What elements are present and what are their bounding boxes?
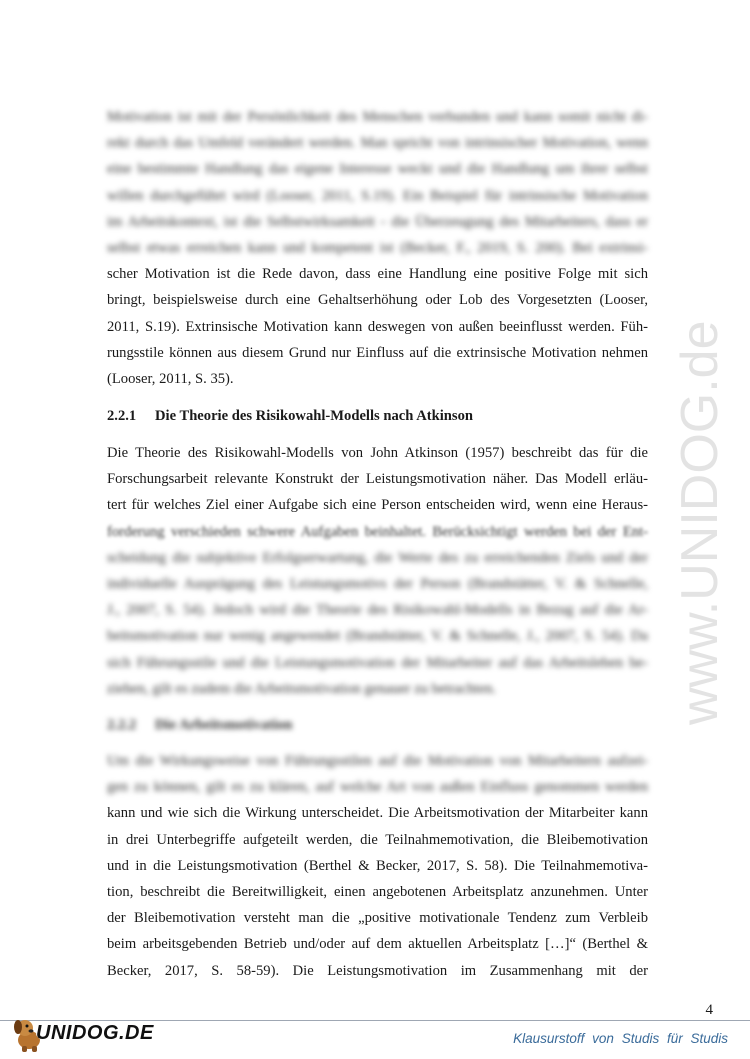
section-number: 2.2.2 xyxy=(107,717,137,733)
text-line: der Bleibemotivation versteht man die „positive motivationale Tendenz zum Verbleib xyxy=(107,910,648,927)
text-line: ziehen, gilt es zudem die Arbeitsmotivation genauer zu betrachten. xyxy=(107,680,497,697)
text-line: (Looser, 2011, S. 35). xyxy=(107,370,234,387)
footer-slogan: Klausurstoff von Studis für Studis xyxy=(513,1031,728,1046)
text-line: bringt, beispielsweise durch eine Gehaltserhöhung oder Lob des Vorgesetzten (Looser, xyxy=(107,292,648,309)
watermark-graphic xyxy=(655,270,745,730)
paragraph-intro-motivation xyxy=(107,104,648,392)
text-line: rekt durch das Umfeld verändert werden. Man spricht von intrinsischer Motivation, wenn xyxy=(107,135,648,152)
text-line: Becker, 2017, S. 58-59). Die Leistungsmotivation im Zusammenhang mit der xyxy=(107,962,648,979)
text-line: sich Führungsstile und die Leistungsmotivation der Mitarbeiter auf das Arbeitsleben be- xyxy=(107,654,648,671)
text-line: im Arbeitskontext, ist die Selbstwirksamkeit - die Überzeugung des Mitarbeiters, dass er xyxy=(107,213,648,230)
text-line: Motivation ist mit der Persönlichkeit des Menschen verbunden und kann somit nicht di- xyxy=(107,109,648,125)
watermark-text: www.UNIDOG.de xyxy=(671,320,729,725)
text-line: kann und wie sich die Wirkung unterscheidet. Die Arbeitsmotivation der Mitarbeiter kann xyxy=(107,805,648,822)
text-line: scher Motivation ist die Rede davon, dass eine Handlung eine positive Folge mit sich xyxy=(107,266,648,283)
watermark xyxy=(655,270,745,730)
text-line: selbst etwas erreichen kann und kompetent ist (Becker, F., 2019, S. 200). Bei extrinsi- xyxy=(107,239,648,256)
text-line: scheidung die subjektive Erfolgserwartung, die Werte des zu erreichenden Ziels und der xyxy=(107,549,648,566)
paragraph-risikowahl xyxy=(107,440,648,702)
text-line: J., 2007, S. 54). Jedoch wird die Theorie des Risikowahl-Modells in Bezug auf die Ar- xyxy=(107,602,648,619)
section-heading-2-2-2 xyxy=(107,717,292,734)
text-line: beitsmotivation nur wenig angewendet (Brandstätter, V. & Schnelle, J., 2007, S. 54). Da xyxy=(107,628,648,645)
text-line: willen durchgeführt wird (Looser, 2011, S.19). Ein Beispiel für intrinsische Motivation xyxy=(107,187,648,204)
text-line: beim arbeitsgebenden Betrieb und/oder auf dem aktuellen Arbeitsplatz […]“ (Berthel & xyxy=(107,936,648,953)
text-line: rungsstile können aus diesem Grund nur Einfluss auf die extrinsische Motivation nehmen xyxy=(107,344,648,361)
section-heading-2-2-1 xyxy=(107,408,473,425)
section-title: Die Theorie des Risikowahl-Modells nach Atkinson xyxy=(155,408,473,424)
text-line: Um die Wirkungsweise von Führungsstilen auf die Motivation von Mitarbeitern aufzei- xyxy=(107,753,648,769)
text-line: und in die Leistungsmotivation (Berthel & Becker, 2017, S. 58). Die Teilnahmemotiva- xyxy=(107,857,648,874)
text-line: tion, beschreibt die Bereitwilligkeit, einen angebotenen Arbeitsplatz anzunehmen. Unter xyxy=(107,883,648,900)
section-title: Die Arbeitsmotivation xyxy=(155,717,293,733)
text-line: Forschungsarbeit relevante Konstrukt der Leistungsmotivation näher. Das Modell erläu- xyxy=(107,471,648,488)
text-line: 2011, S.19). Extrinsische Motivation kann deswegen von außen beeinflusst werden. Füh- xyxy=(107,318,648,335)
text-line: in drei Unterbegriffe aufgeteilt werden, die Teilnahmemotivation, die Bleibemotivation xyxy=(107,831,648,848)
page-number: 4 xyxy=(705,1002,713,1018)
text-line: forderung verschieden schwere Aufgaben beinhaltet. Berücksichtigt werden bei der Ent- xyxy=(107,523,648,540)
text-line: individuelle Ausprägung des Leistungsmotivs der Person (Brandstätter, V. & Schnelle, xyxy=(107,575,648,592)
text-line: eine bestimmte Handlung das eigene Interesse weckt und die Handlung um ihrer selbst xyxy=(107,161,648,178)
text-line: Die Theorie des Risikowahl-Modells von John Atkinson (1957) beschreibt das für die xyxy=(107,445,648,461)
paragraph-arbeitsmotivation xyxy=(107,748,648,984)
text-line: gen zu können, gilt es zu klären, auf welche Art von außen Einfluss genommen werden xyxy=(107,779,648,796)
logo-text: UNIDOG.DE xyxy=(36,1022,154,1044)
text-line: tert für welches Ziel einer Aufgabe sich eine Person entscheiden wird, wenn eine Heraus- xyxy=(107,497,648,514)
section-number: 2.2.1 xyxy=(107,408,137,424)
